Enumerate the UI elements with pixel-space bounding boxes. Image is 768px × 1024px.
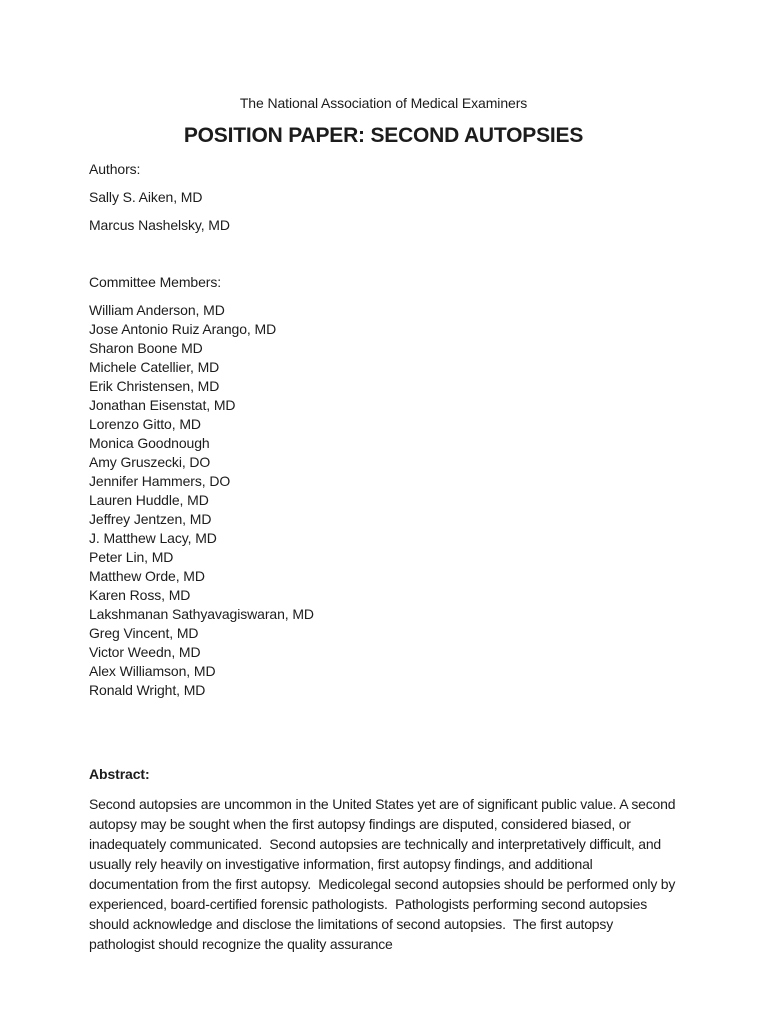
- committee-member-name: Ronald Wright, MD: [89, 682, 206, 698]
- document-title: POSITION PAPER: SECOND AUTOPSIES: [183, 124, 584, 147]
- committee-member-name: Erik Christensen, MD: [89, 378, 220, 394]
- committee-member-name: Amy Gruszecki, DO: [89, 454, 211, 470]
- committee-member-name: Lakshmanan Sathyavagiswaran, MD: [89, 606, 314, 622]
- committee-members-list: [89, 301, 678, 700]
- committee-member-name: Greg Vincent, MD: [89, 625, 199, 641]
- committee-member-name: Michele Catellier, MD: [89, 359, 220, 375]
- committee-members-label: Committee Members:: [89, 274, 222, 290]
- committee-member-name: J. Matthew Lacy, MD: [89, 530, 217, 546]
- committee-member-name: Monica Goodnough: [89, 435, 210, 451]
- committee-member-name: William Anderson, MD: [89, 302, 225, 318]
- abstract-paragraph: Second autopsies are uncommon in the United States yet are of significant public value. A second autopsy may be sought when the first autopsy findings are disputed, considered biased, or inadequately communicated. Second autopsies are technically and interpretatively difficult, and usually rely heavily on investigative information, first autopsy findings, and additional documentation from the first autopsy. Medicolegal second autopsies should be performed only by experienced, board-certified forensic pathologists. Pathologists performing second autopsies should acknowledge and disclose the limitations of second autopsies. The first autopsy pathologist should recognize the quality assurance: [89, 796, 679, 952]
- author-name: Sally S. Aiken, MD: [89, 189, 203, 205]
- committee-member-name: Sharon Boone MD: [89, 340, 203, 356]
- authors-label: Authors:: [89, 161, 141, 177]
- abstract-label: Abstract:: [89, 766, 150, 782]
- committee-member-name: Lauren Huddle, MD: [89, 492, 209, 508]
- committee-member-name: Jose Antonio Ruiz Arango, MD: [89, 321, 277, 337]
- committee-member-name: Karen Ross, MD: [89, 587, 191, 603]
- committee-member-name: Jennifer Hammers, DO: [89, 473, 231, 489]
- author-name: Marcus Nashelsky, MD: [89, 217, 230, 233]
- committee-member-name: Victor Weedn, MD: [89, 644, 201, 660]
- committee-member-name: Peter Lin, MD: [89, 549, 174, 565]
- committee-member-name: Lorenzo Gitto, MD: [89, 416, 201, 432]
- organization-name: The National Association of Medical Examiners: [239, 95, 528, 111]
- committee-member-name: Matthew Orde, MD: [89, 568, 205, 584]
- committee-member-name: Alex Williamson, MD: [89, 663, 216, 679]
- authors-list: [89, 189, 678, 233]
- committee-member-name: Jeffrey Jentzen, MD: [89, 511, 212, 527]
- committee-member-name: Jonathan Eisenstat, MD: [89, 397, 236, 413]
